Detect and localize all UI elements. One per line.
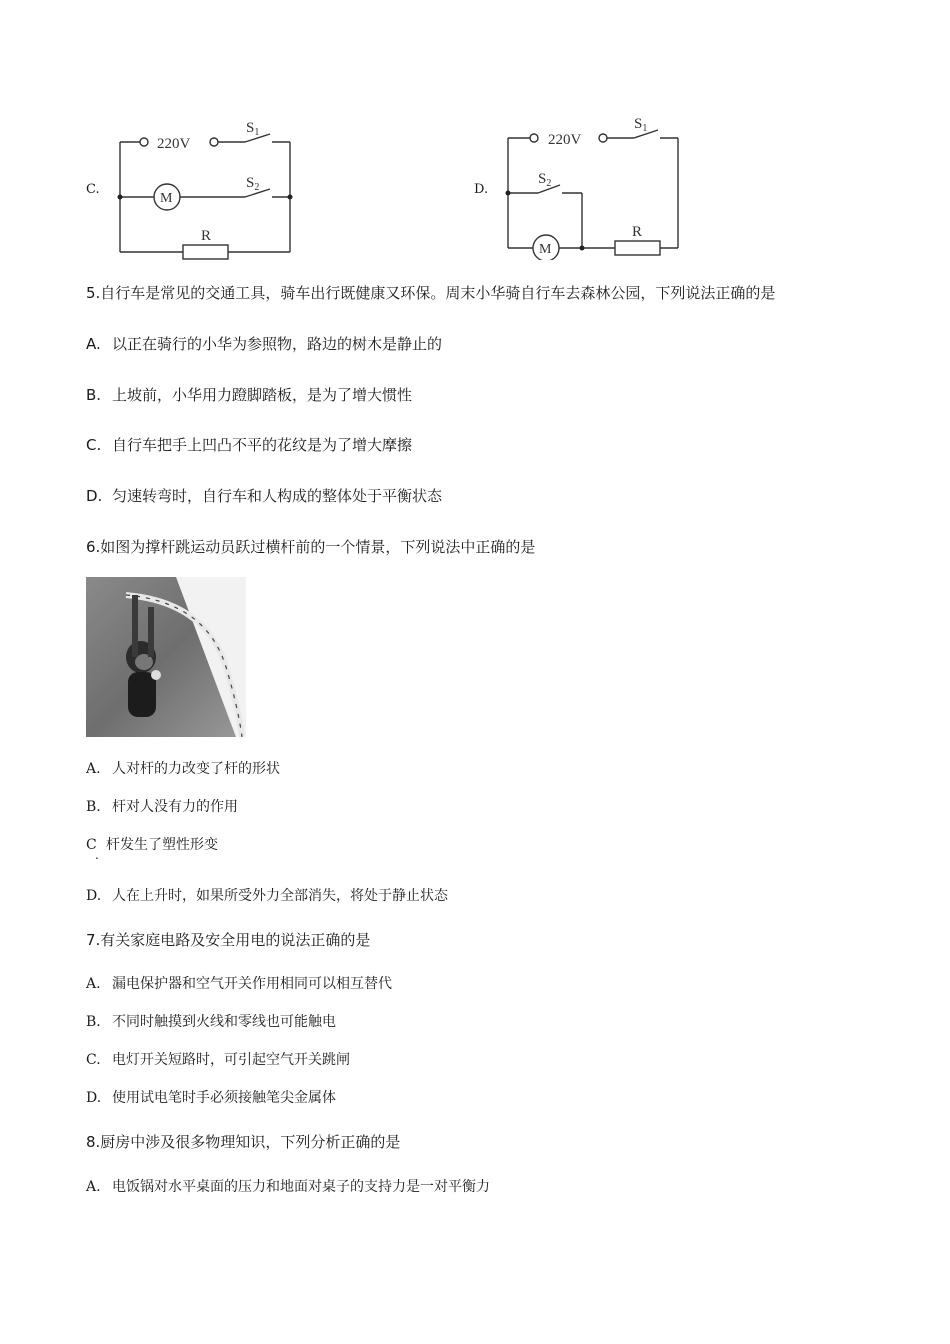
q6-option-b — [86, 796, 238, 816]
circuit-d-label: D. — [474, 182, 489, 197]
circuit-c-voltage: 220V — [157, 136, 191, 152]
circuit-c-motor-label: M — [160, 191, 173, 206]
circuit-c-switch2-subscript: 2 — [254, 182, 260, 193]
q6-option-a-label: A. — [86, 761, 101, 777]
q5-option-b-text: 上坡前，小华用力蹬脚踏板，是为了增大惯性 — [112, 386, 413, 404]
q6-option-d — [86, 885, 448, 905]
q8-option-a-label: A. — [86, 1179, 101, 1195]
q6-option-d-label: D. — [86, 888, 102, 904]
q6-option-c-text: 杆发生了塑性形变 — [106, 837, 218, 853]
q7-option-d-label: D. — [86, 1090, 102, 1106]
circuit-c-switch1-subscript: 1 — [254, 127, 260, 138]
circuit-d-switch1-letter: S — [634, 116, 643, 132]
q5-option-c-text: 自行车把手上凹凸不平的花纹是为了增大摩擦 — [112, 436, 413, 454]
q7-option-b-label: B. — [86, 1014, 101, 1030]
q7-option-b — [86, 1011, 336, 1031]
q6-stem: 6.如图为撑杆跳运动员跃过横杆前的一个情景，下列说法中正确的是 — [86, 538, 536, 556]
circuit-d-diagram — [498, 108, 698, 260]
q7-option-c-label: C. — [86, 1052, 101, 1068]
q8-stem: 8.厨房中涉及很多物理知识，下列分析正确的是 — [86, 1133, 401, 1151]
circuit-c-switch1-letter: S — [246, 120, 255, 136]
q7-option-a-label: A. — [86, 976, 101, 992]
q7-stem: 7.有关家庭电路及安全用电的说法正确的是 — [86, 931, 371, 949]
circuit-d-voltage: 220V — [548, 132, 582, 148]
circuit-d-motor-label: M — [539, 242, 552, 257]
q5-option-b-label: B. — [86, 386, 102, 404]
q5-option-d-text: 匀速转弯时，自行车和人构成的整体处于平衡状态 — [112, 487, 443, 505]
q5-option-a-label: A. — [86, 335, 101, 353]
q8-option-a — [86, 1176, 490, 1196]
q6-option-a-text: 人对杆的力改变了杆的形状 — [112, 761, 280, 777]
q6-option-c — [86, 834, 218, 854]
circuit-c-switch1-label — [246, 120, 259, 138]
q7-option-d — [86, 1087, 336, 1107]
q5-option-d — [86, 485, 442, 506]
pole-vault-photo — [86, 577, 246, 737]
q5-option-c-label: C. — [86, 436, 102, 454]
q7-option-c — [86, 1049, 350, 1069]
q5-option-d-label: D. — [86, 487, 103, 505]
q5-option-a — [86, 333, 442, 354]
circuit-c-label: C. — [86, 182, 100, 197]
q7-option-d-text: 使用试电笔时手必须接触笔尖金属体 — [112, 1090, 336, 1106]
circuit-d-switch1-label — [634, 116, 647, 134]
q5-stem: 5.自行车是常见的交通工具，骑车出行既健康又环保。周末小华骑自行车去森林公园，下列说法正确的是 — [86, 284, 776, 302]
q5-option-c — [86, 434, 412, 455]
q6-option-b-label: B. — [86, 799, 101, 815]
q6-option-c-dot: . — [95, 848, 99, 862]
q7-option-a — [86, 973, 392, 993]
circuit-c-switch2-letter: S — [246, 175, 255, 191]
circuit-d-switch2-subscript: 2 — [546, 178, 552, 189]
q6-option-c-label: C — [86, 837, 97, 853]
circuit-c-resistor-label: R — [201, 228, 212, 244]
q7-option-b-text: 不同时触摸到火线和零线也可能触电 — [112, 1014, 336, 1030]
circuit-d-switch2-letter: S — [538, 171, 547, 187]
q8-option-a-text: 电饭锅对水平桌面的压力和地面对桌子的支持力是一对平衡力 — [112, 1179, 490, 1195]
q7-option-c-text: 电灯开关短路时，可引起空气开关跳闸 — [112, 1052, 350, 1068]
q5-option-a-text: 以正在骑行的小华为参照物，路边的树木是静止的 — [112, 335, 443, 353]
q6-option-d-text: 人在上升时，如果所受外力全部消失，将处于静止状态 — [112, 888, 448, 904]
q6-option-a — [86, 758, 280, 778]
q7-option-a-text: 漏电保护器和空气开关作用相同可以相互替代 — [112, 976, 392, 992]
q5-option-b — [86, 384, 412, 405]
circuit-d-switch1-subscript: 1 — [642, 123, 648, 134]
circuit-c-diagram — [110, 110, 310, 262]
circuit-d-resistor-label: R — [632, 224, 643, 240]
circuit-c-switch2-label — [246, 175, 259, 193]
circuit-d-switch2-label — [538, 171, 551, 189]
q6-option-b-text: 杆对人没有力的作用 — [112, 799, 238, 815]
